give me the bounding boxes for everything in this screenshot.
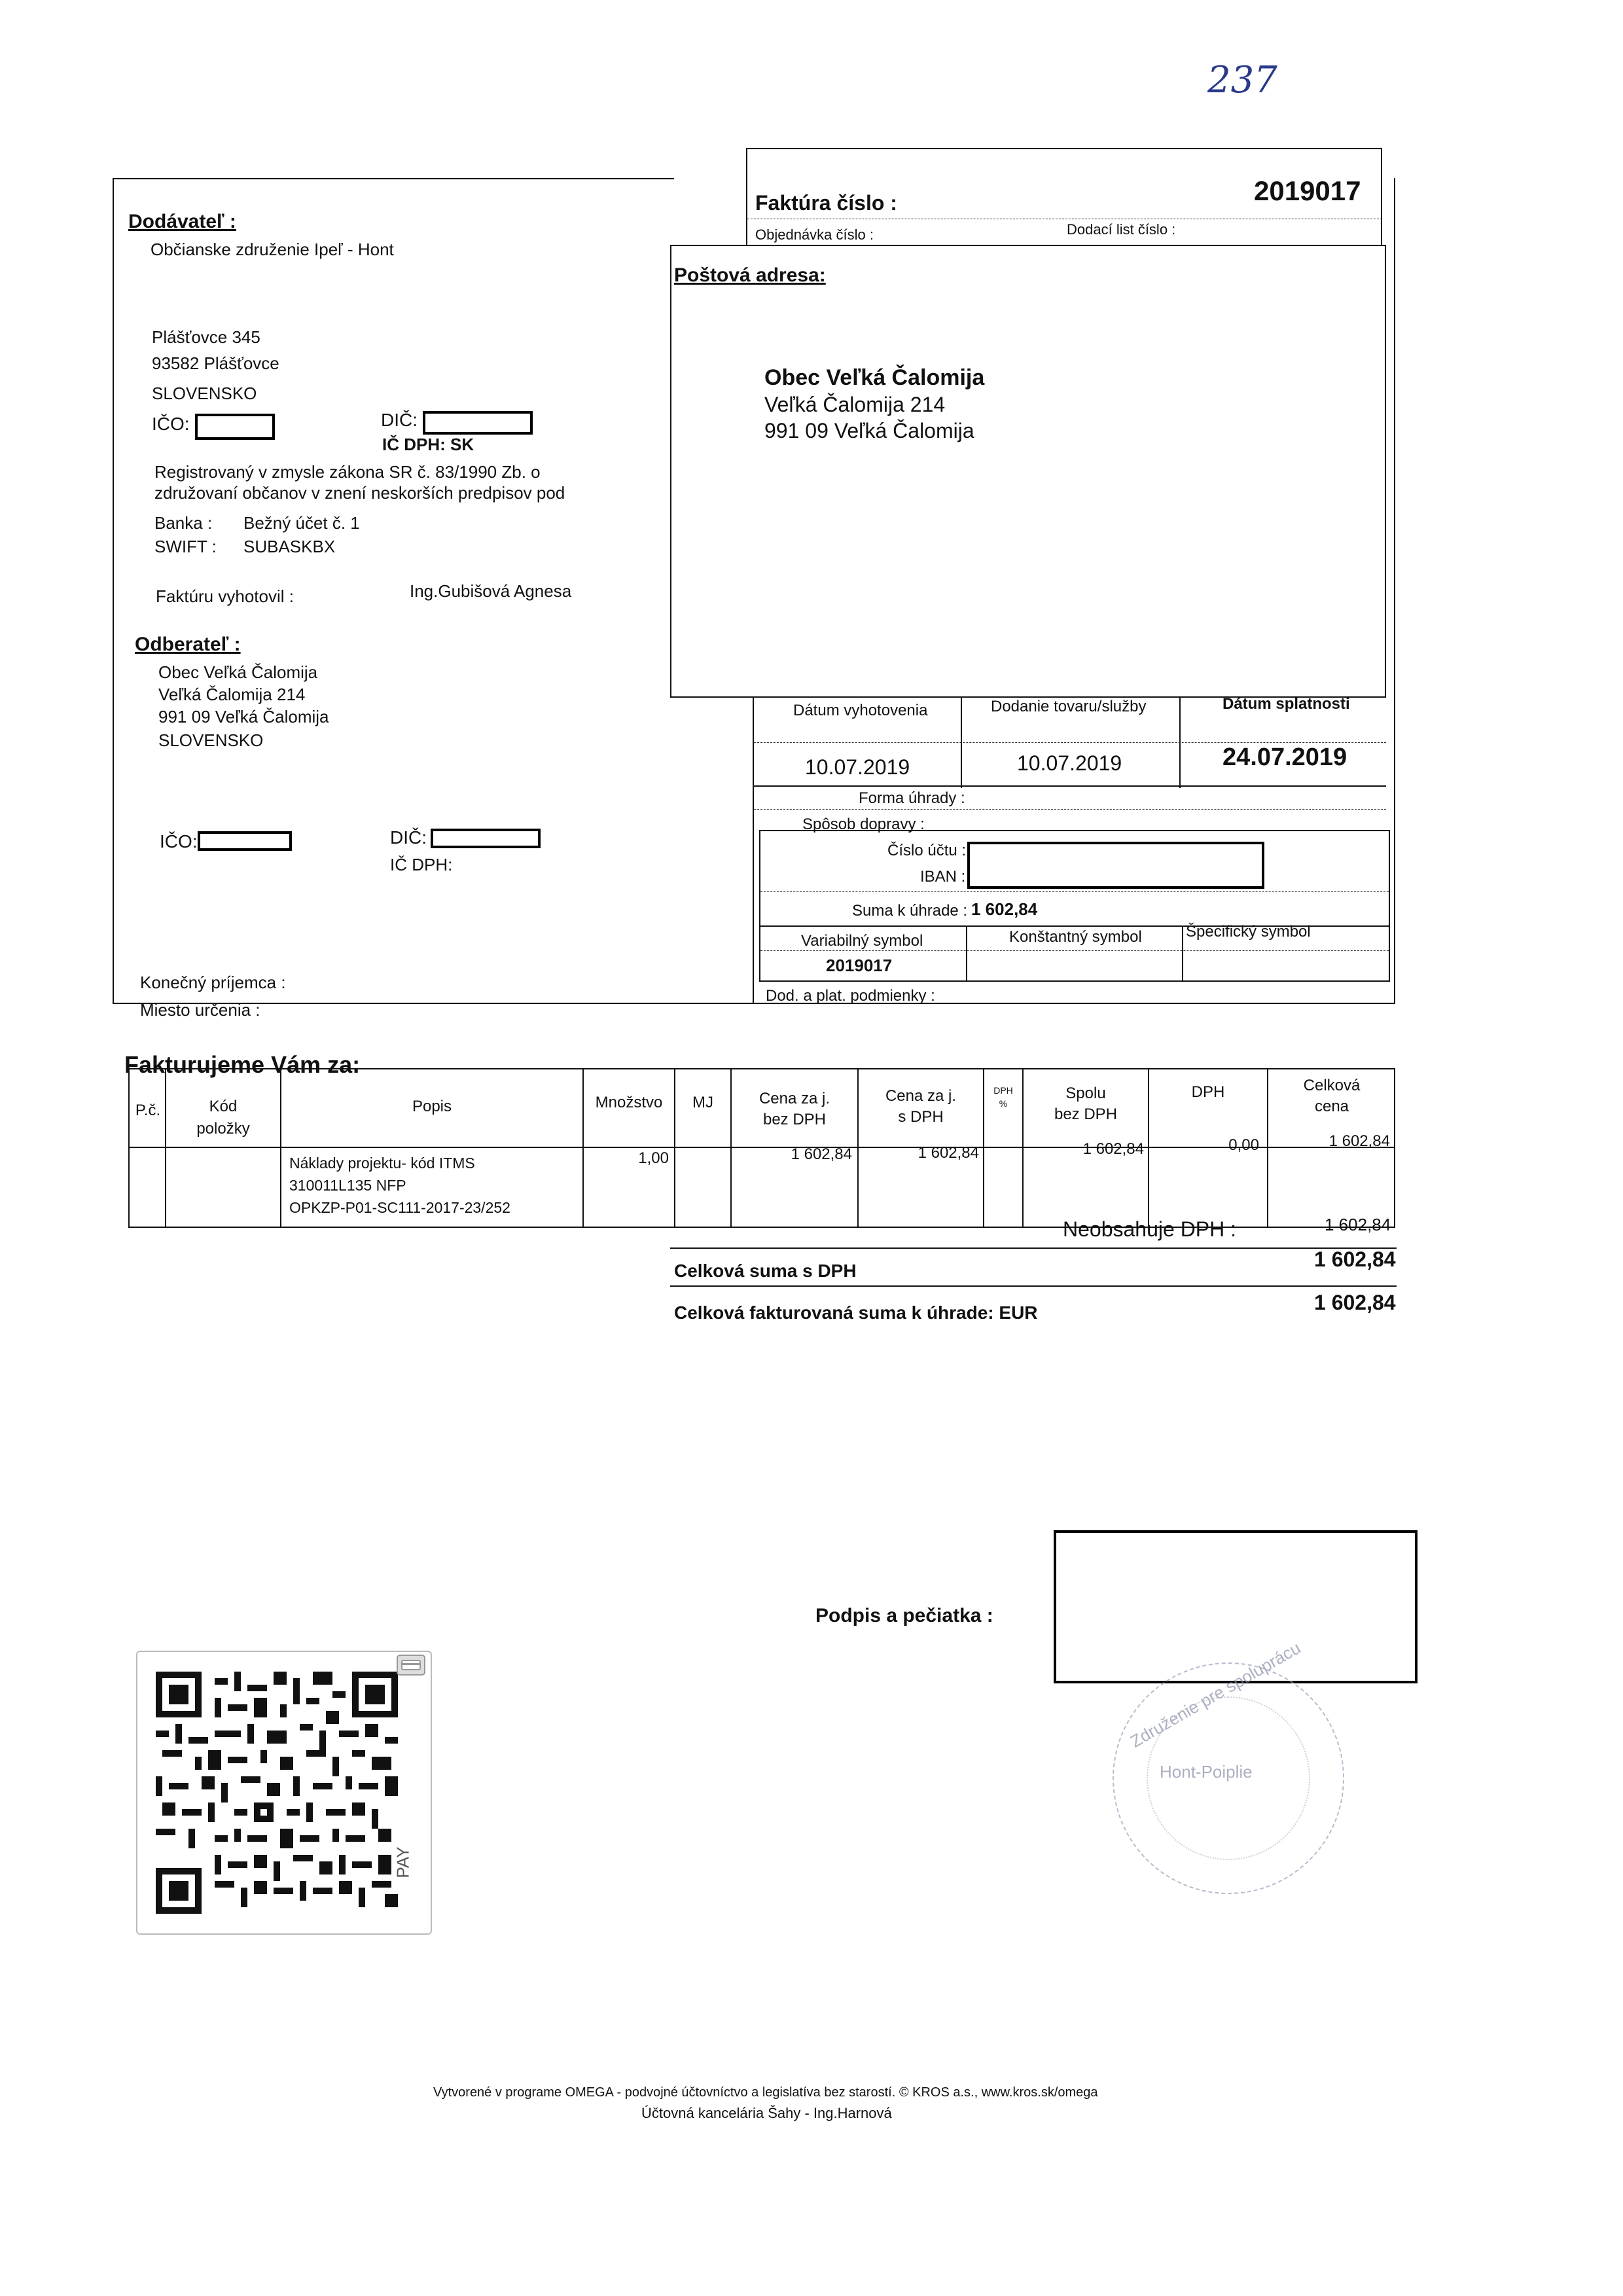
postal-street: Veľká Čalomija 214 [764, 393, 946, 416]
item-price-excl: 1 602,84 [791, 1145, 852, 1163]
supplier-swift-value: SUBASKBX [243, 537, 336, 556]
no-vat-label: Neobsahuje DPH : [1063, 1217, 1237, 1241]
iban-label: IBAN : [920, 868, 966, 886]
customer-country: SLOVENSKO [158, 730, 264, 750]
postal-city: 991 09 Veľká Čalomija [764, 419, 974, 442]
bank-account-redaction [967, 842, 1264, 889]
totals-rule-1 [670, 1247, 1397, 1249]
col-total-excl-line1: Spolu [1065, 1085, 1106, 1102]
item-vat: 0,00 [1228, 1136, 1259, 1154]
destination-label: Miesto určenia : [140, 1000, 260, 1020]
col-pc: P.č. [135, 1102, 161, 1119]
items-heading: Fakturujeme Vám za: [124, 1051, 361, 1078]
item-description-line3: OPKZP-P01-SC111-2017-23/252 [289, 1199, 510, 1216]
customer-ico-label: IČO: [160, 831, 198, 852]
supplier-heading: Dodávateľ : [128, 211, 236, 232]
constant-symbol-label: Konštantný symbol [1009, 928, 1142, 946]
col-price-incl-line2: s DPH [898, 1108, 944, 1126]
invoice-number: 2019017 [1254, 175, 1361, 206]
dates-bottom-rule [754, 785, 1386, 787]
items-table [128, 1068, 1395, 1228]
supplier-country: SLOVENSKO [152, 384, 257, 403]
amount-due-value: 1 602,84 [971, 899, 1038, 919]
bank-rule [760, 891, 1389, 892]
customer-ic-dph: IČ DPH: [390, 855, 453, 874]
payment-form-rule [754, 809, 1386, 810]
col-vat-pct-line1: DPH [993, 1085, 1013, 1096]
stamp-center-text: Hont-Poiplie [1160, 1762, 1253, 1782]
customer-dic-label: DIČ: [390, 827, 427, 848]
col-total-excl-line2: bez DPH [1054, 1105, 1118, 1123]
col-unit: MJ [692, 1094, 713, 1111]
card-icon [397, 1655, 425, 1676]
col-rule [165, 1069, 166, 1227]
supplier-registration-line1: Registrovaný v zmysle zákona SR č. 83/1990 Zb. o [154, 462, 541, 482]
col-price-incl-line1: Cena za j. [885, 1087, 957, 1105]
total-due-label: Celková fakturovaná suma k úhrade: EUR [674, 1302, 1038, 1323]
delivery-date-value: 10.07.2019 [1017, 751, 1122, 775]
col-quantity: Množstvo [595, 1094, 663, 1111]
customer-street: Veľká Čalomija 214 [158, 685, 306, 704]
stamp-ring-text: Združenie pre spoluprácu [1127, 1638, 1304, 1751]
customer-ico-redaction [198, 831, 292, 851]
col-vat-pct-line2: % [999, 1098, 1008, 1109]
no-vat-value: 1 602,84 [1325, 1215, 1391, 1234]
supplier-ico-redaction [195, 414, 275, 440]
signature-label: Podpis a pečiatka : [815, 1605, 993, 1626]
col-code-line1: Kód [209, 1098, 238, 1115]
customer-heading: Odberateľ : [135, 634, 241, 655]
customer-name: Obec Veľká Čalomija [158, 662, 318, 682]
variable-symbol-value: 2019017 [826, 956, 893, 975]
symbols-mid-rule [760, 950, 1389, 951]
supplier-registration-line2: združovaní občanov v znení neskorších predpisov pod [154, 483, 565, 503]
symbols-col1-rule [966, 925, 967, 980]
postal-address-box [670, 245, 1386, 698]
supplier-ico-label: IČO: [152, 414, 190, 434]
total-due-value: 1 602,84 [1314, 1291, 1396, 1314]
supplier-dic-label: DIČ: [381, 410, 418, 430]
payment-form-label: Forma úhrady : [859, 789, 965, 807]
handwritten-page-number: 237 [1207, 59, 1277, 101]
customer-city: 991 09 Veľká Čalomija [158, 707, 329, 726]
delivery-note-label: Dodací list číslo : [1067, 221, 1176, 238]
col-price-excl-line1: Cena za j. [758, 1090, 830, 1107]
supplier-name: Občianske združenie Ipeľ - Hont [151, 240, 394, 259]
due-date-value: 24.07.2019 [1222, 744, 1347, 771]
qr-caption: PAY [393, 1846, 413, 1878]
totals-rule-2 [670, 1285, 1397, 1287]
col-vat: DPH [1191, 1083, 1225, 1101]
conditions-label: Dod. a plat. podmienky : [766, 987, 935, 1005]
item-description-line2: 310011L135 NFP [289, 1177, 406, 1194]
col-rule [280, 1069, 281, 1227]
header-top-rule [113, 178, 674, 179]
supplier-city: 93582 Plášťovce [152, 353, 279, 373]
footer-software-note: Vytvorené v programe OMEGA - podvojné účtovníctvo a legislatíva bez starostí. © KROS a.s., www.kros.sk/omega [433, 2085, 1098, 2100]
footer-accounting-office: Účtovná kancelária Šahy - Ing.Harnová [641, 2105, 892, 2121]
dates-mid-rule [754, 742, 1386, 743]
postal-name: Obec Veľká Čalomija [764, 365, 985, 390]
col-total-line2: cena [1314, 1098, 1349, 1115]
qr-code-icon [156, 1672, 398, 1914]
account-number-label: Číslo účtu : [887, 842, 967, 859]
postal-heading: Poštová adresa: [674, 264, 826, 286]
supplier-dic-redaction [423, 411, 533, 435]
due-date-label: Dátum splatnosti [1222, 695, 1350, 713]
item-quantity: 1,00 [638, 1149, 669, 1167]
customer-dic-redaction [431, 829, 541, 848]
item-description-line1: Náklady projektu- kód ITMS [289, 1155, 475, 1172]
issued-by-value: Ing.Gubišová Agnesa [410, 581, 572, 601]
issued-by-label: Faktúru vyhotovil : [156, 586, 294, 606]
transport-label: Spôsob dopravy : [802, 816, 925, 833]
supplier-bank-value: Bežný účet č. 1 [243, 513, 360, 533]
total-with-vat-value: 1 602,84 [1314, 1247, 1396, 1271]
supplier-ic-dph: IČ DPH: SK [382, 435, 474, 454]
pay-by-square-qr [136, 1651, 432, 1935]
col-code-line2: položky [196, 1120, 250, 1138]
col-total-line1: Celková [1303, 1077, 1361, 1094]
item-total: 1 602,84 [1329, 1132, 1390, 1150]
order-number-label: Objednávka číslo : [755, 226, 874, 243]
invoice-title: Faktúra číslo : [755, 191, 897, 215]
supplier-street: Plášťovce 345 [152, 327, 260, 347]
signature-redaction-box [1054, 1530, 1418, 1683]
qr-caption-wrap [393, 1829, 425, 1894]
specific-symbol-label: Špecifický symbol [1186, 923, 1311, 941]
supplier-swift-label: SWIFT : [154, 537, 217, 556]
organization-stamp [1113, 1638, 1344, 1894]
variable-symbol-label: Variabilný symbol [801, 932, 923, 950]
total-with-vat-label: Celková suma s DPH [674, 1261, 857, 1281]
final-recipient-label: Konečný príjemca : [140, 973, 286, 992]
issue-date-label: Dátum vyhotovenia [793, 702, 928, 719]
issue-date-value: 10.07.2019 [805, 755, 910, 779]
symbols-col2-rule [1182, 925, 1183, 980]
amount-due-label: Suma k úhrade : [852, 902, 968, 920]
item-price-incl: 1 602,84 [918, 1144, 979, 1162]
delivery-date-label: Dodanie tovaru/služby [991, 698, 1147, 715]
col-description: Popis [412, 1098, 452, 1115]
item-total-excl: 1 602,84 [1082, 1140, 1144, 1158]
col-price-excl-line2: bez DPH [762, 1111, 827, 1128]
supplier-bank-label: Banka : [154, 513, 213, 533]
